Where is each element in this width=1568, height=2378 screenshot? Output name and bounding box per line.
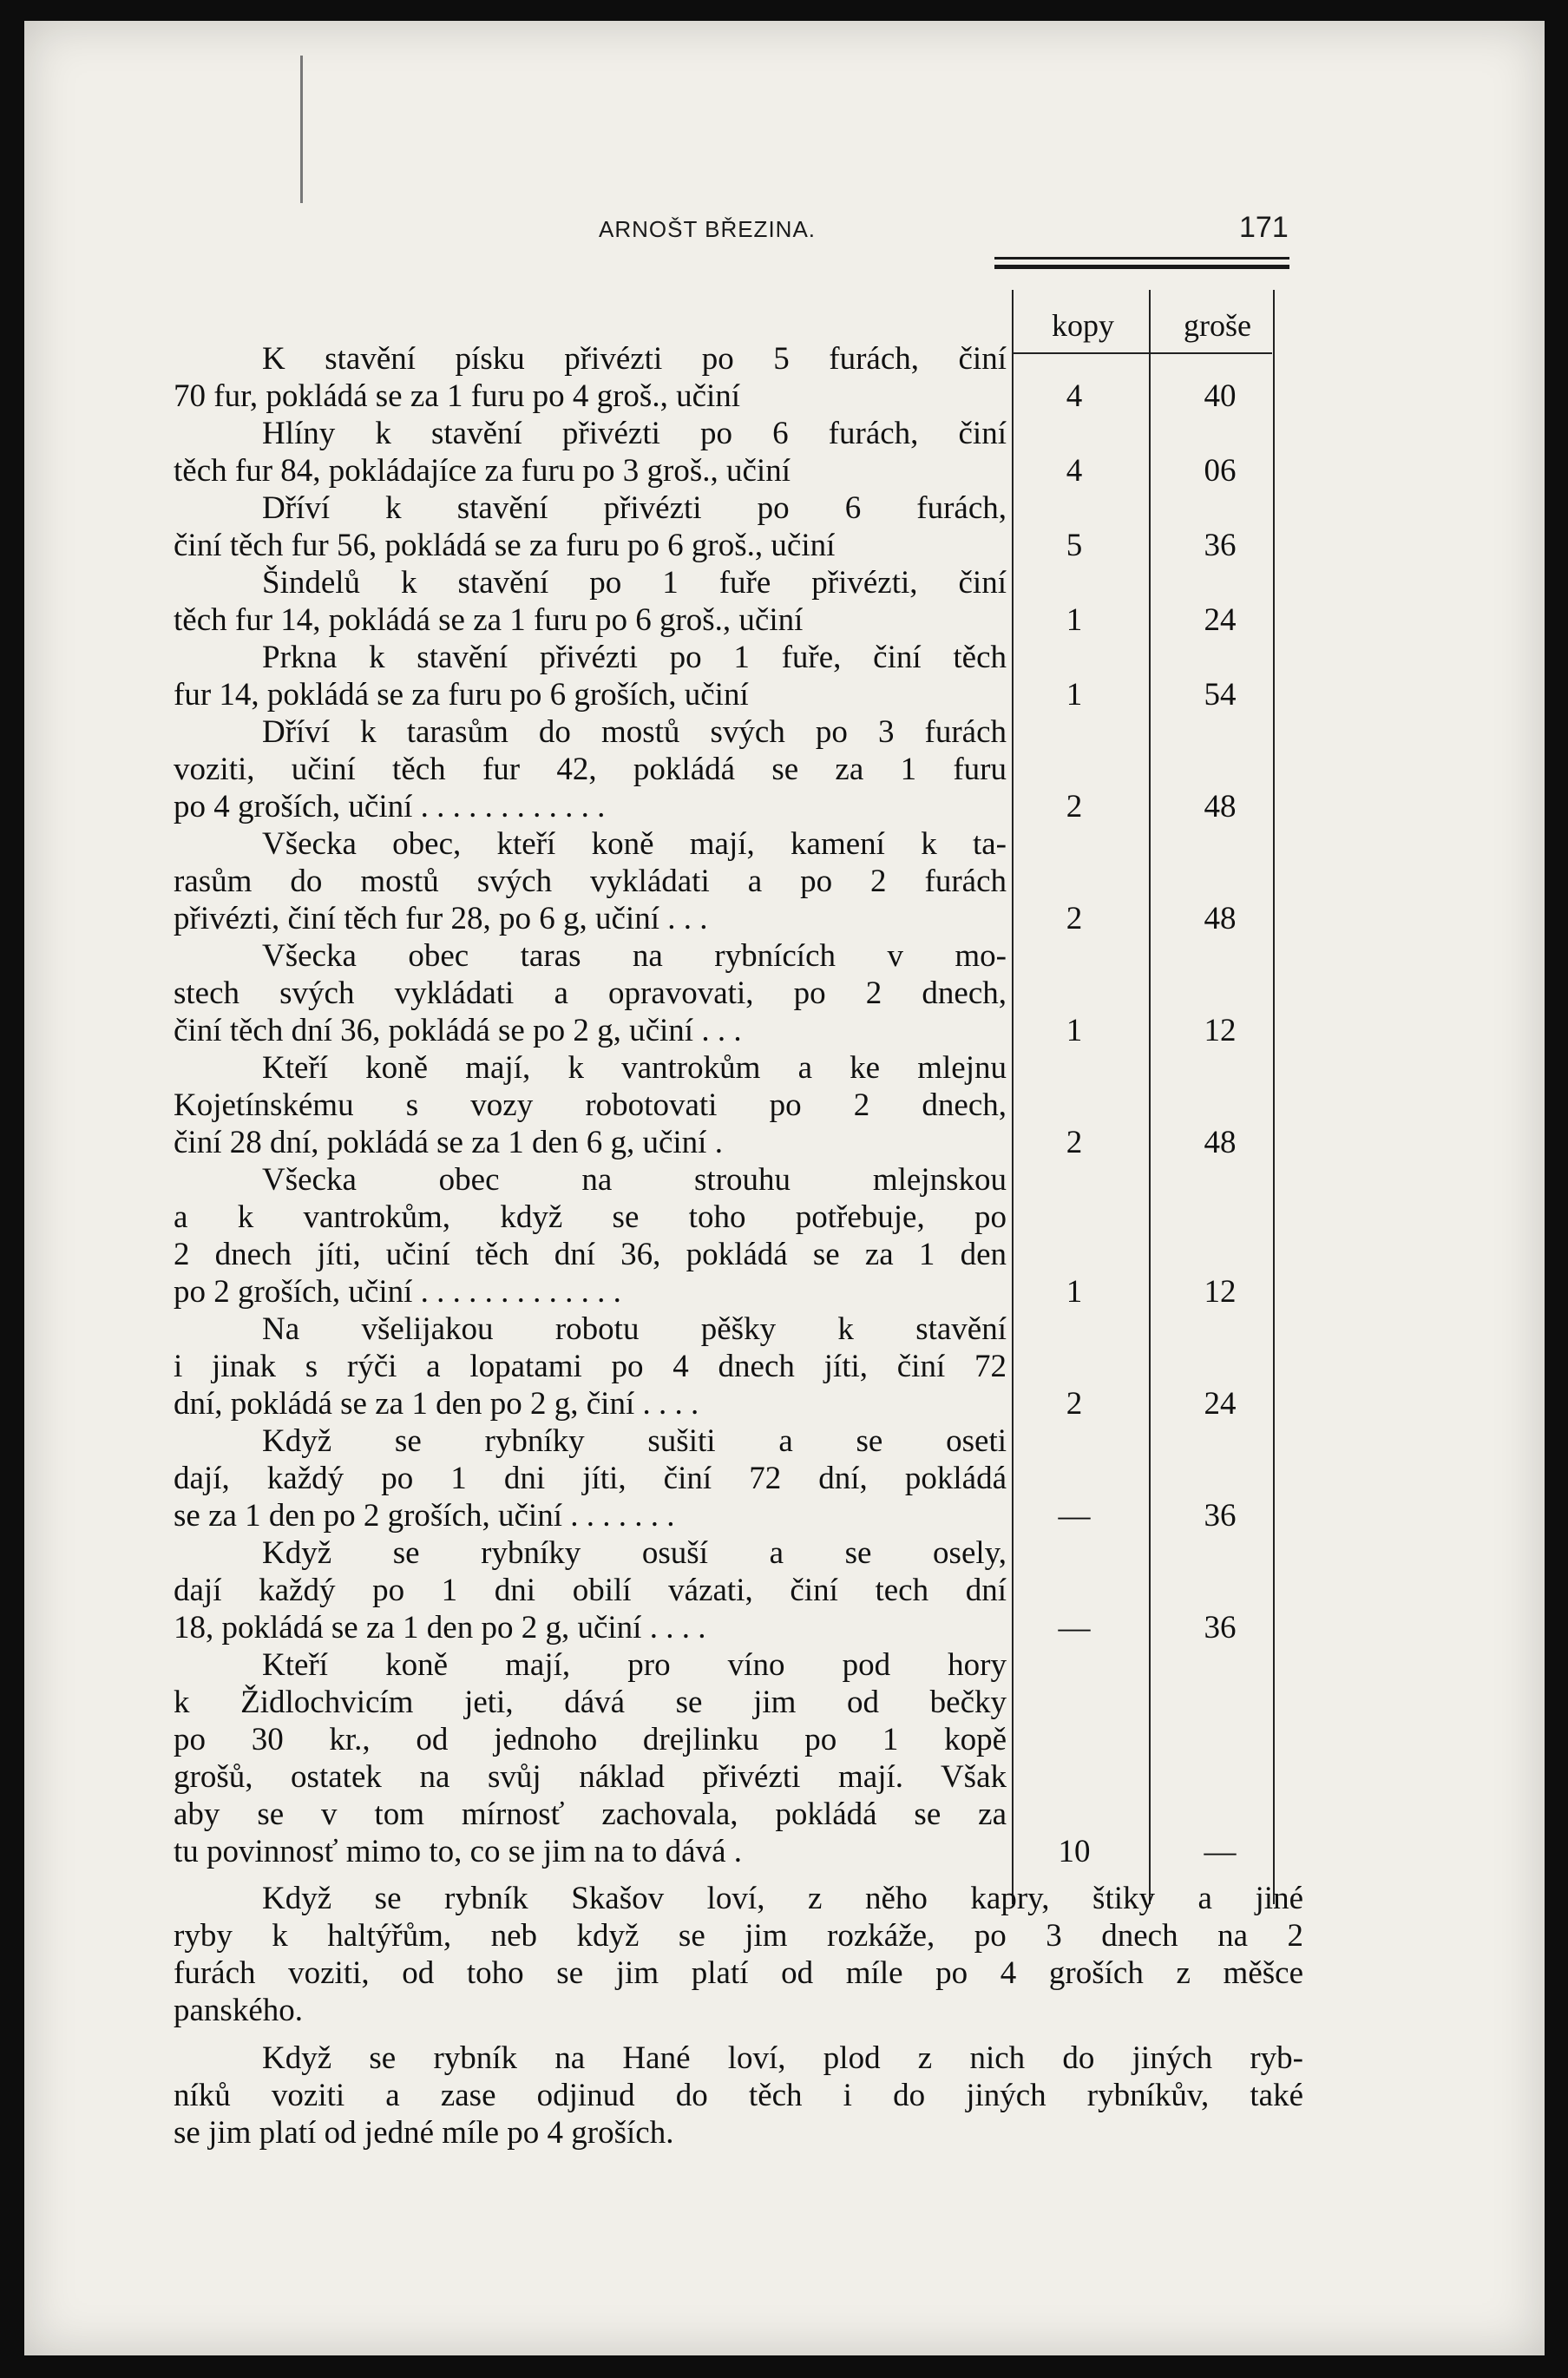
value-kopy: 1	[1066, 602, 1083, 638]
value-kopy: —	[1058, 1610, 1091, 1646]
value-kopy: 4	[1066, 378, 1083, 414]
entry-line: Prkna k stavění přivézti po 1 fuře, činí těch	[262, 640, 1007, 675]
entry-line: Kojetínskému s vozy robotovati po 2 dnech,	[174, 1087, 1007, 1123]
entry-line: činí 28 dní, pokládá se za 1 den 6 g, učiní .	[174, 1125, 723, 1160]
entry-line: činí těch dní 36, pokládá se po 2 g, učiní . . .	[174, 1013, 742, 1048]
value-kopy: 1	[1066, 1013, 1083, 1048]
entry-line: Kteří koně mají, pro víno pod hory	[262, 1647, 1007, 1683]
column-header-kopy: kopy	[1052, 308, 1114, 343]
value-grose: —	[1204, 1834, 1237, 1869]
entry-sindelu	[174, 564, 1007, 639]
entry-line: Všecka obec, kteří koně mají, kamení k ta-	[262, 826, 1007, 862]
entry-prkna	[174, 639, 1007, 713]
entry-line: přivézti, činí těch fur 28, po 6 g, učiní . . .	[174, 901, 708, 936]
column-header-rule	[1012, 352, 1272, 354]
entry-line: tu povinnosť mimo to, co se jim na to dává .	[174, 1834, 743, 1869]
entry-line: aby se v tom mírnosť zachovala, pokládá se za	[174, 1797, 1007, 1832]
entry-line: Dříví k stavění přivézti po 6 furách,	[262, 490, 1007, 526]
entry-robota-pesky	[174, 1311, 1007, 1422]
entry-line: Když se rybníky sušiti a se oseti	[262, 1423, 1007, 1459]
value-kopy: 1	[1066, 1274, 1083, 1310]
value-grose: 24	[1204, 602, 1237, 638]
scan-mark	[300, 56, 303, 203]
page-number: 171	[1239, 211, 1289, 244]
paragraph-line: panského.	[174, 1993, 303, 2028]
paragraph-hane	[174, 2040, 1303, 2151]
entry-line: Všecka obec taras na rybnících v mo-	[262, 938, 1007, 974]
value-grose: 12	[1204, 1013, 1237, 1048]
value-kopy: 1	[1066, 677, 1083, 713]
entry-line: rasům do mostů svých vykládati a po 2 furách	[174, 864, 1007, 899]
column-header-grose: groše	[1184, 308, 1251, 343]
entry-line: 70 fur, pokládá se za 1 furu po 4 groš., učiní	[174, 378, 741, 414]
entry-line: těch fur 14, pokládá se za 1 furu po 6 groš., učiní	[174, 602, 804, 638]
paragraph-line: ryby k haltýřům, neb když se jim rozkáže, po 3 dnech na 2	[174, 1918, 1303, 1954]
value-grose: 12	[1204, 1274, 1237, 1310]
value-kopy: 2	[1066, 1386, 1083, 1422]
column-divider-left	[1012, 290, 1014, 1904]
entry-line: Když se rybníky osuší a se osely,	[262, 1535, 1007, 1571]
value-grose: 40	[1204, 378, 1237, 414]
value-grose: 06	[1204, 453, 1237, 489]
entry-mlejn-kojetinsky	[174, 1049, 1007, 1161]
entry-line: Šindelů k stavění po 1 fuře přivézti, činí	[262, 565, 1007, 601]
value-grose: 48	[1204, 789, 1237, 824]
entry-hliny	[174, 415, 1007, 489]
value-grose: 48	[1204, 901, 1237, 936]
value-kopy: 2	[1066, 789, 1083, 824]
value-grose: 54	[1204, 677, 1237, 713]
entry-taras-rybniky	[174, 937, 1007, 1049]
entry-line: Hlíny k stavění přivézti po 6 furách, činí	[262, 416, 1007, 451]
entry-line: grošů, ostatek na svůj náklad přivézti mají. Však	[174, 1759, 1007, 1795]
value-grose: 24	[1204, 1386, 1237, 1422]
entry-line: voziti, učiní těch fur 42, pokládá se za 1 furu	[174, 752, 1007, 787]
entry-pisek	[174, 340, 1007, 415]
value-grose: 36	[1204, 528, 1237, 563]
entry-line: dají každý po 1 dni obilí vázati, činí tech dní	[174, 1573, 1007, 1608]
entry-vino	[174, 1646, 1007, 1870]
entry-kameni	[174, 825, 1007, 937]
value-kopy: 2	[1066, 1125, 1083, 1160]
header-rule	[994, 257, 1289, 259]
entry-line: 2 dnech jíti, učiní těch dní 36, pokládá se za 1 den	[174, 1237, 1007, 1272]
entry-line: k Židlochvicím jeti, dává se jim od bečky	[174, 1685, 1007, 1720]
entry-strouha	[174, 1161, 1007, 1311]
value-kopy: 5	[1066, 528, 1083, 563]
book-page	[24, 21, 1545, 2355]
column-divider-middle	[1149, 290, 1151, 1904]
entry-line: se za 1 den po 2 groších, učiní . . . . . . .	[174, 1498, 675, 1534]
entry-line: po 2 groších, učiní . . . . . . . . . . . . .	[174, 1274, 621, 1310]
entry-line: K stavění písku přivézti po 5 furách, činí	[262, 341, 1007, 377]
paragraph-line: se jim platí od jedné míle po 4 groších.	[174, 2115, 674, 2151]
entry-drivi-tarasum	[174, 713, 1007, 825]
column-divider-right	[1273, 290, 1275, 1904]
entry-drivi	[174, 489, 1007, 564]
entry-line: fur 14, pokládá se za furu po 6 groších, učiní	[174, 677, 749, 713]
paragraph-skasov	[174, 1880, 1303, 2029]
entry-rybniky-osusi	[174, 1534, 1007, 1646]
entry-line: stech svých vykládati a opravovati, po 2 dnech,	[174, 976, 1007, 1011]
entry-line: po 30 kr., od jednoho drejlinku po 1 kopě	[174, 1722, 1007, 1757]
entry-line: a k vantrokům, když se toho potřebuje, po	[174, 1199, 1007, 1235]
entry-line: Všecka obec na strouhu mlejnskou	[262, 1162, 1007, 1198]
entry-line: dní, pokládá se za 1 den po 2 g, činí . . . .	[174, 1386, 699, 1422]
entry-line: Dříví k tarasům do mostů svých po 3 furách	[262, 714, 1007, 750]
paragraph-line: furách voziti, od toho se jim platí od míle po 4 groších z měšce	[174, 1955, 1303, 1991]
entry-line: činí těch fur 56, pokládá se za furu po 6 groš., učiní	[174, 528, 836, 563]
entry-rybniky-susiti	[174, 1422, 1007, 1534]
entry-line: po 4 groších, učiní . . . . . . . . . . . .	[174, 789, 606, 824]
entry-line: i jinak s rýči a lopatami po 4 dnech jíti, činí 72	[174, 1349, 1007, 1384]
entry-line: Na všelijakou robotu pěšky k stavění	[262, 1311, 1007, 1347]
value-grose: 48	[1204, 1125, 1237, 1160]
value-grose: 36	[1204, 1610, 1237, 1646]
paragraph-line: Když se rybník na Hané loví, plod z nich do jiných ryb-	[262, 2040, 1303, 2076]
value-kopy: 2	[1066, 901, 1083, 936]
paragraph-line: Když se rybník Skašov loví, z něho kapry, štiky a jiné	[262, 1881, 1303, 1916]
value-kopy: 4	[1066, 453, 1083, 489]
value-kopy: 10	[1058, 1834, 1091, 1869]
entry-line: 18, pokládá se za 1 den po 2 g, učiní . . . .	[174, 1610, 706, 1646]
running-title: ARNOŠT BŘEZINA.	[599, 216, 817, 242]
header-rule-thick	[994, 265, 1289, 269]
entry-line: Kteří koně mají, k vantrokům a ke mlejnu	[262, 1050, 1007, 1086]
value-grose: 36	[1204, 1498, 1237, 1534]
paragraph-line: níků voziti a zase odjinud do těch i do jiných rybníkův, také	[174, 2078, 1303, 2113]
value-kopy: —	[1058, 1498, 1091, 1534]
running-header	[24, 211, 1545, 251]
entry-line: těch fur 84, pokládajíce za furu po 3 groš., učiní	[174, 453, 791, 489]
entry-line: dají, každý po 1 dni jíti, činí 72 dní, pokládá	[174, 1461, 1007, 1496]
